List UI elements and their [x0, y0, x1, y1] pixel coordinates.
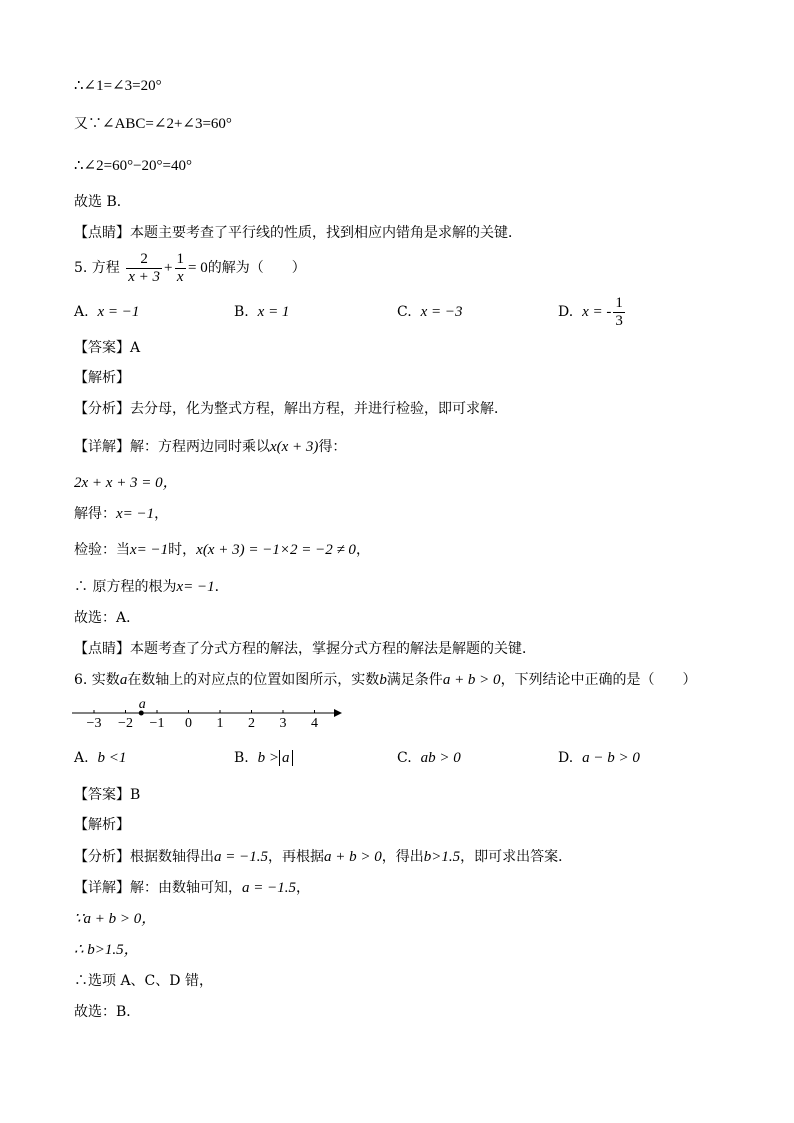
- text: 【点睛】本题主要考查了平行线的性质，找到相应内错角是求解的关键．: [74, 225, 522, 241]
- math-expr: ∴ b>1.5，: [74, 942, 139, 958]
- fraction-numerator: 2: [126, 251, 162, 269]
- option-label: A.: [74, 750, 89, 766]
- step-5-1: [74, 473, 178, 493]
- option-b: [234, 302, 289, 322]
- text: 故选：B．: [74, 1004, 141, 1020]
- fraction-denominator: 3: [615, 312, 623, 329]
- answer-text: 【答案】A: [74, 340, 141, 356]
- dianjing-5: [74, 639, 536, 659]
- text: ，: [355, 542, 370, 558]
- fraction-denominator: x: [176, 268, 184, 285]
- step-5-4: [74, 577, 229, 597]
- jiexi-text: 【解析】: [74, 817, 130, 833]
- jiexi-6: [74, 815, 130, 835]
- line-angle-abc: [74, 114, 232, 134]
- text: 又∵: [74, 116, 102, 132]
- xiangjie-6: [74, 878, 310, 898]
- math-expr: ∴∠1=∠3=20°: [74, 78, 162, 94]
- text: 【分析】根据数轴得出: [74, 849, 214, 865]
- math-expr: a + b > 0: [324, 849, 382, 865]
- option-label: D.: [558, 304, 574, 320]
- line-choose-b: [74, 192, 131, 212]
- math-expr: ∵a + b > 0，: [74, 911, 157, 927]
- tick-label: −3: [86, 716, 102, 731]
- answer-5: [74, 338, 140, 358]
- text: 检验：当: [74, 542, 130, 558]
- answer-text: 【答案】B: [74, 787, 141, 803]
- fenxi-text: 【分析】去分母，化为整式方程，解出方程，并进行检验，即可求解．: [74, 401, 508, 417]
- guxuan-5: [74, 608, 140, 628]
- text: ，: [296, 880, 310, 896]
- plus-sign: +: [164, 260, 173, 276]
- tick-label: −2: [118, 716, 133, 731]
- tick-label: 4: [311, 716, 318, 731]
- text: 满足条件: [386, 672, 443, 688]
- option-value: b <1: [97, 750, 127, 766]
- text: ，再根据: [268, 849, 324, 865]
- text: ，得出: [381, 849, 424, 865]
- text: 故选 B．: [74, 194, 131, 210]
- fraction-numerator: 1: [176, 250, 185, 267]
- step-6-1: [74, 909, 156, 929]
- fraction-2: [175, 251, 187, 286]
- math-expr: ∠ABC=∠2+∠3=60°: [102, 116, 232, 132]
- question-suffix: 的解为（ ）: [207, 260, 306, 276]
- step-6-3: [74, 971, 213, 991]
- math-expr: x= −1: [130, 542, 169, 558]
- text: ∴ 原方程的根为: [74, 579, 177, 595]
- line-angle-1: [74, 76, 162, 96]
- fenxi-5: [74, 399, 508, 419]
- option-value: ab > 0: [420, 750, 461, 766]
- tick-label: 2: [248, 716, 255, 731]
- step-5-3: [74, 540, 370, 560]
- text: 解得：: [74, 506, 116, 522]
- option-value: x = −3: [420, 304, 463, 320]
- option-value: x = −1: [97, 304, 140, 320]
- text: 【点睛】本题考查了分式方程的解法，掌握分式方程的解法是解题的关键．: [74, 641, 536, 657]
- text: ，: [154, 506, 169, 522]
- tick-label: 1: [216, 716, 224, 731]
- text: ．: [214, 579, 229, 595]
- option-label: D.: [558, 750, 574, 766]
- text: ，下列结论中正确的是（ ）: [500, 672, 697, 688]
- absolute-value: a: [279, 750, 293, 766]
- math-expr: x= −1: [176, 579, 215, 595]
- option-d-6: [558, 748, 640, 768]
- text: 6. 实数: [74, 672, 120, 688]
- math-expr: a = −1.5: [242, 880, 296, 896]
- math-expr: x(x + 3): [270, 439, 319, 455]
- option-label: A.: [74, 304, 89, 320]
- math-expr: a = −1.5: [214, 849, 268, 865]
- option-a-6: [74, 748, 126, 768]
- question-6-stem: [74, 670, 697, 690]
- option-label: C.: [397, 304, 412, 320]
- tick-label: 3: [279, 716, 287, 731]
- fraction-one-third: [613, 295, 625, 330]
- tick-label: 0: [185, 716, 192, 731]
- line-angle-2: [74, 156, 192, 176]
- step-6-4: [74, 1002, 140, 1022]
- option-d: [558, 292, 627, 332]
- question-5-stem: [74, 248, 306, 288]
- text: 【详解】解：由数轴可知，: [74, 880, 242, 896]
- text: ∴选项 A、C、D 错，: [74, 973, 213, 989]
- text: 故选：A．: [74, 610, 141, 626]
- option-label: C.: [397, 750, 412, 766]
- option-value: b >: [257, 750, 280, 766]
- math-expr: x= −1: [116, 506, 155, 522]
- math-var: b: [379, 672, 387, 688]
- tick-label: −1: [149, 716, 165, 731]
- text: 【详解】解：方程两边同时乘以: [74, 439, 270, 455]
- math-expr: 2x + x + 3 = 0，: [74, 475, 178, 491]
- arrow-head-icon: [334, 709, 342, 717]
- step-6-2: [74, 940, 139, 960]
- question-number: 5. 方程: [74, 260, 120, 276]
- fraction-denominator: x + 3: [128, 268, 161, 285]
- number-line: [70, 696, 345, 732]
- option-value: x = 1: [257, 304, 290, 320]
- math-var: a: [119, 672, 128, 688]
- math-expr: ∴∠2=60°−20°=40°: [74, 158, 192, 174]
- jiexi-5: [74, 368, 130, 388]
- math-expr: a + b > 0: [442, 672, 501, 688]
- fenxi-6: [74, 847, 572, 867]
- line-dianjing-4: [74, 223, 522, 243]
- option-value: a − b > 0: [582, 750, 640, 766]
- option-b-6: [234, 748, 293, 768]
- step-5-2: [74, 504, 168, 524]
- text: 得：: [318, 439, 347, 455]
- text: ，即可求出答案．: [460, 849, 573, 865]
- option-c-6: [397, 748, 461, 768]
- point-a-label: a: [138, 697, 146, 712]
- math-expr: x(x + 3) = −1×2 = −2 ≠ 0: [196, 542, 356, 558]
- option-label: B.: [234, 750, 249, 766]
- jiexi-text: 【解析】: [74, 370, 130, 386]
- text: 在数轴上的对应点的位置如图所示，实数: [127, 672, 380, 688]
- fraction-1: [126, 251, 162, 286]
- option-a: [74, 302, 139, 322]
- option-c: [397, 302, 462, 322]
- option-label: B.: [234, 304, 249, 320]
- text: 时，: [168, 542, 197, 558]
- answer-6: [74, 785, 140, 805]
- equals-zero: = 0: [188, 260, 208, 276]
- fraction-numerator: 1: [615, 294, 623, 311]
- option-value: x = -: [582, 304, 612, 320]
- math-expr: b>1.5: [423, 849, 461, 865]
- xiangjie-5: [74, 437, 346, 457]
